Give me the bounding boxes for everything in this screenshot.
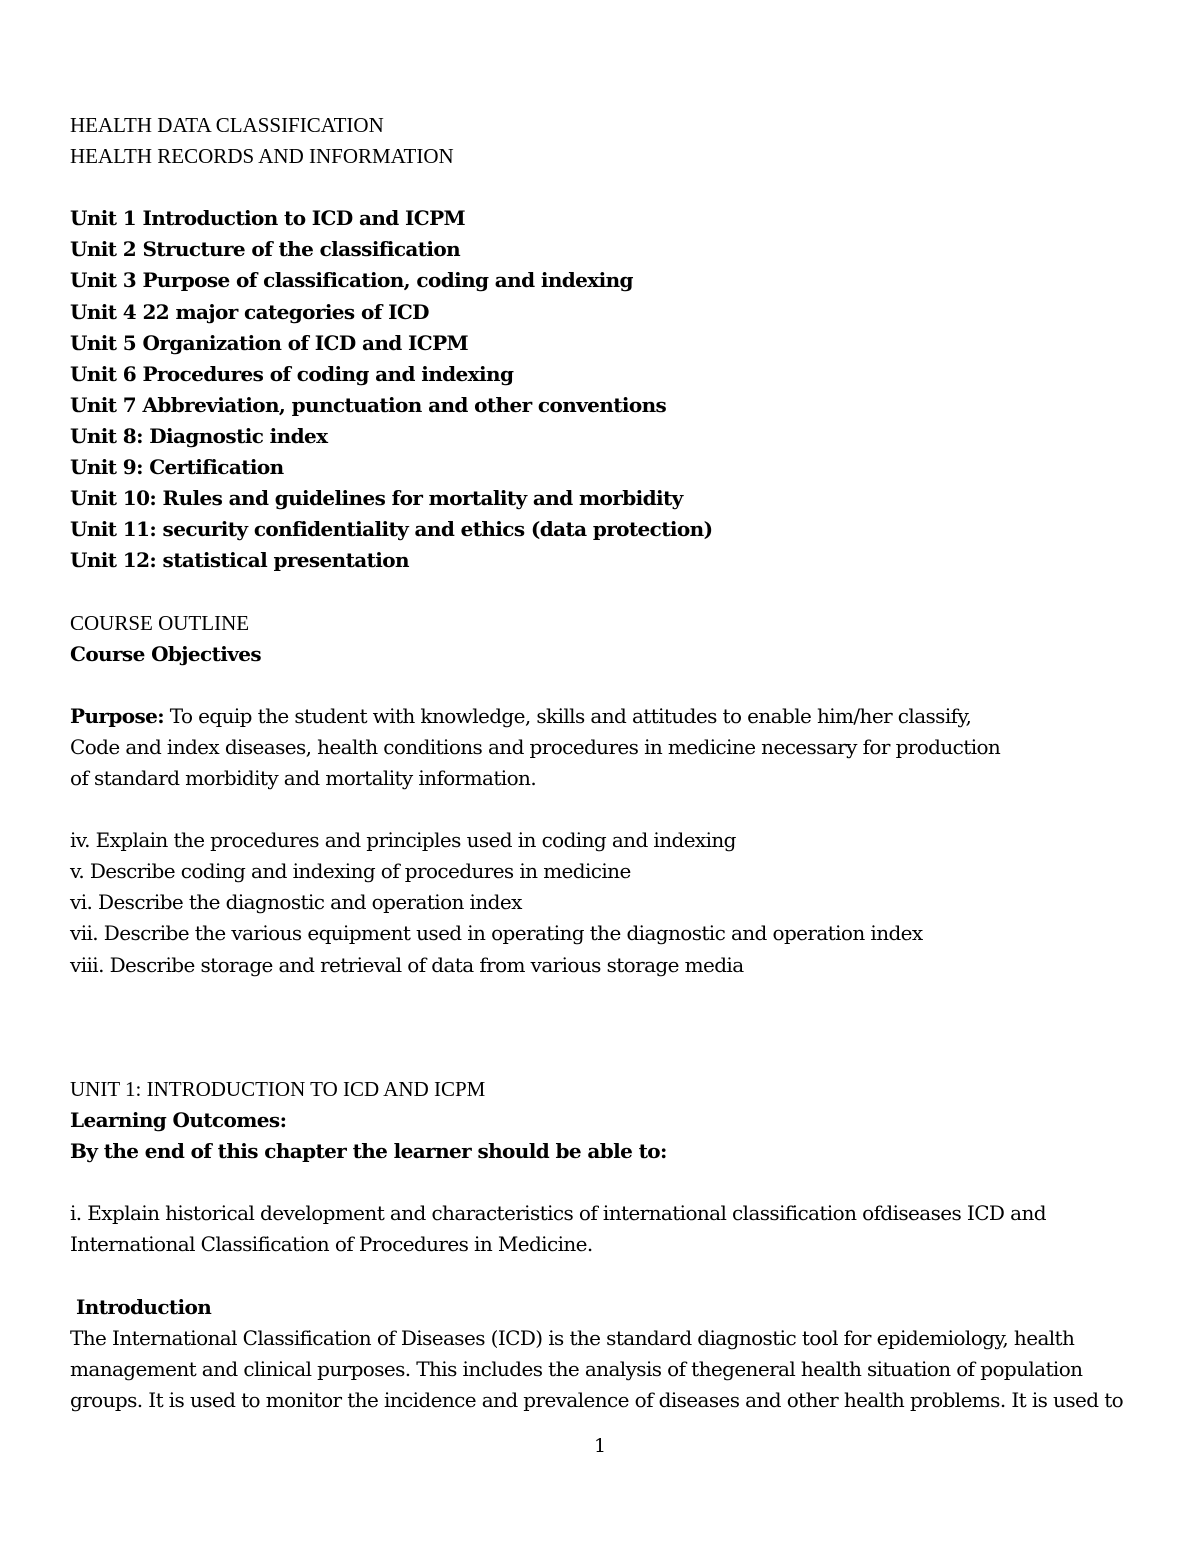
- spacer: [70, 1043, 1140, 1074]
- purpose-paragraph: [70, 701, 1140, 794]
- spacer: [70, 794, 1140, 825]
- unit-list-item: Unit 6 Procedures of coding and indexing: [70, 361, 514, 386]
- objectives-list: [70, 825, 1140, 980]
- spacer: [70, 1167, 1140, 1198]
- unit-list-item: Unit 12: statistical presentation: [70, 548, 409, 573]
- purpose-line: [70, 701, 1140, 732]
- unit-list: [70, 203, 1140, 576]
- document-page: [70, 110, 1140, 1416]
- unit-list-item: Unit 8: Diagnostic index: [70, 423, 328, 448]
- spacer: [70, 981, 1140, 1012]
- course-objectives-heading: Course Objectives: [70, 641, 262, 666]
- objective-item: v. Describe coding and indexing of procedures in medicine: [70, 859, 631, 884]
- learning-outcomes-heading: Learning Outcomes:: [70, 1108, 287, 1132]
- objective-item: vi. Describe the diagnostic and operation index: [70, 890, 522, 915]
- purpose-line: Code and index diseases, health conditions and procedures in medicine necessary for production: [70, 734, 1001, 759]
- objective-item: iv. Explain the procedures and principles used in coding and indexing: [70, 828, 736, 853]
- unit-list-item: Unit 3 Purpose of classification, coding and indexing: [70, 268, 633, 293]
- spacer: [70, 576, 1140, 607]
- outcome-line: i. Explain historical development and characteristics of international classification ofdiseases ICD and: [70, 1201, 1046, 1226]
- intro-line: groups. It is used to monitor the incidence and prevalence of diseases and other health problems. It is used to: [70, 1387, 1124, 1412]
- document-subtitle: HEALTH RECORDS AND INFORMATION: [70, 144, 454, 169]
- spacer: [70, 670, 1140, 701]
- unit-1-heading: UNIT 1: INTRODUCTION TO ICD AND ICPM: [70, 1076, 486, 1101]
- unit-list-item: Unit 4 22 major categories of ICD: [70, 299, 429, 324]
- purpose-text: To equip the student with knowledge, skills and attitudes to enable him/her classify,: [164, 703, 972, 728]
- unit-list-item: Unit 10: Rules and guidelines for mortality and morbidity: [70, 486, 683, 511]
- document-title: HEALTH DATA CLASSIFICATION: [70, 113, 384, 137]
- spacer: [70, 1260, 1140, 1291]
- unit-list-item: Unit 5 Organization of ICD and ICPM: [70, 330, 469, 355]
- introduction-heading: Introduction: [76, 1294, 212, 1319]
- unit-list-item: Unit 2 Structure of the classification: [70, 237, 461, 262]
- unit-list-item: Unit 11: security confidentiality and ethics (data protection): [70, 517, 713, 542]
- spacer: [70, 1012, 1140, 1043]
- outcome-line: International Classification of Procedures in Medicine.: [70, 1232, 593, 1257]
- by-end-statement: By the end of this chapter the learner should be able to:: [70, 1139, 667, 1164]
- spacer: [70, 172, 1140, 203]
- page-number: 1: [593, 1435, 607, 1457]
- intro-line: management and clinical purposes. This includes the analysis of thegeneral health situation of population: [70, 1356, 1083, 1381]
- unit-list-item: Unit 9: Certification: [70, 455, 284, 480]
- course-outline-heading: COURSE OUTLINE: [70, 610, 250, 635]
- objective-item: viii. Describe storage and retrieval of data from various storage media: [70, 952, 744, 977]
- introduction-paragraph: [70, 1323, 1140, 1416]
- unit-list-item: Unit 7 Abbreviation, punctuation and other conventions: [70, 392, 667, 417]
- objective-item: vii. Describe the various equipment used in operating the diagnostic and operation index: [70, 921, 923, 946]
- unit-list-item: Unit 1 Introduction to ICD and ICPM: [70, 206, 466, 231]
- purpose-line: of standard morbidity and mortality information.: [70, 765, 537, 790]
- purpose-label: Purpose:: [70, 703, 165, 728]
- intro-line: The International Classification of Diseases (ICD) is the standard diagnostic tool for epidemiology, health: [70, 1325, 1075, 1350]
